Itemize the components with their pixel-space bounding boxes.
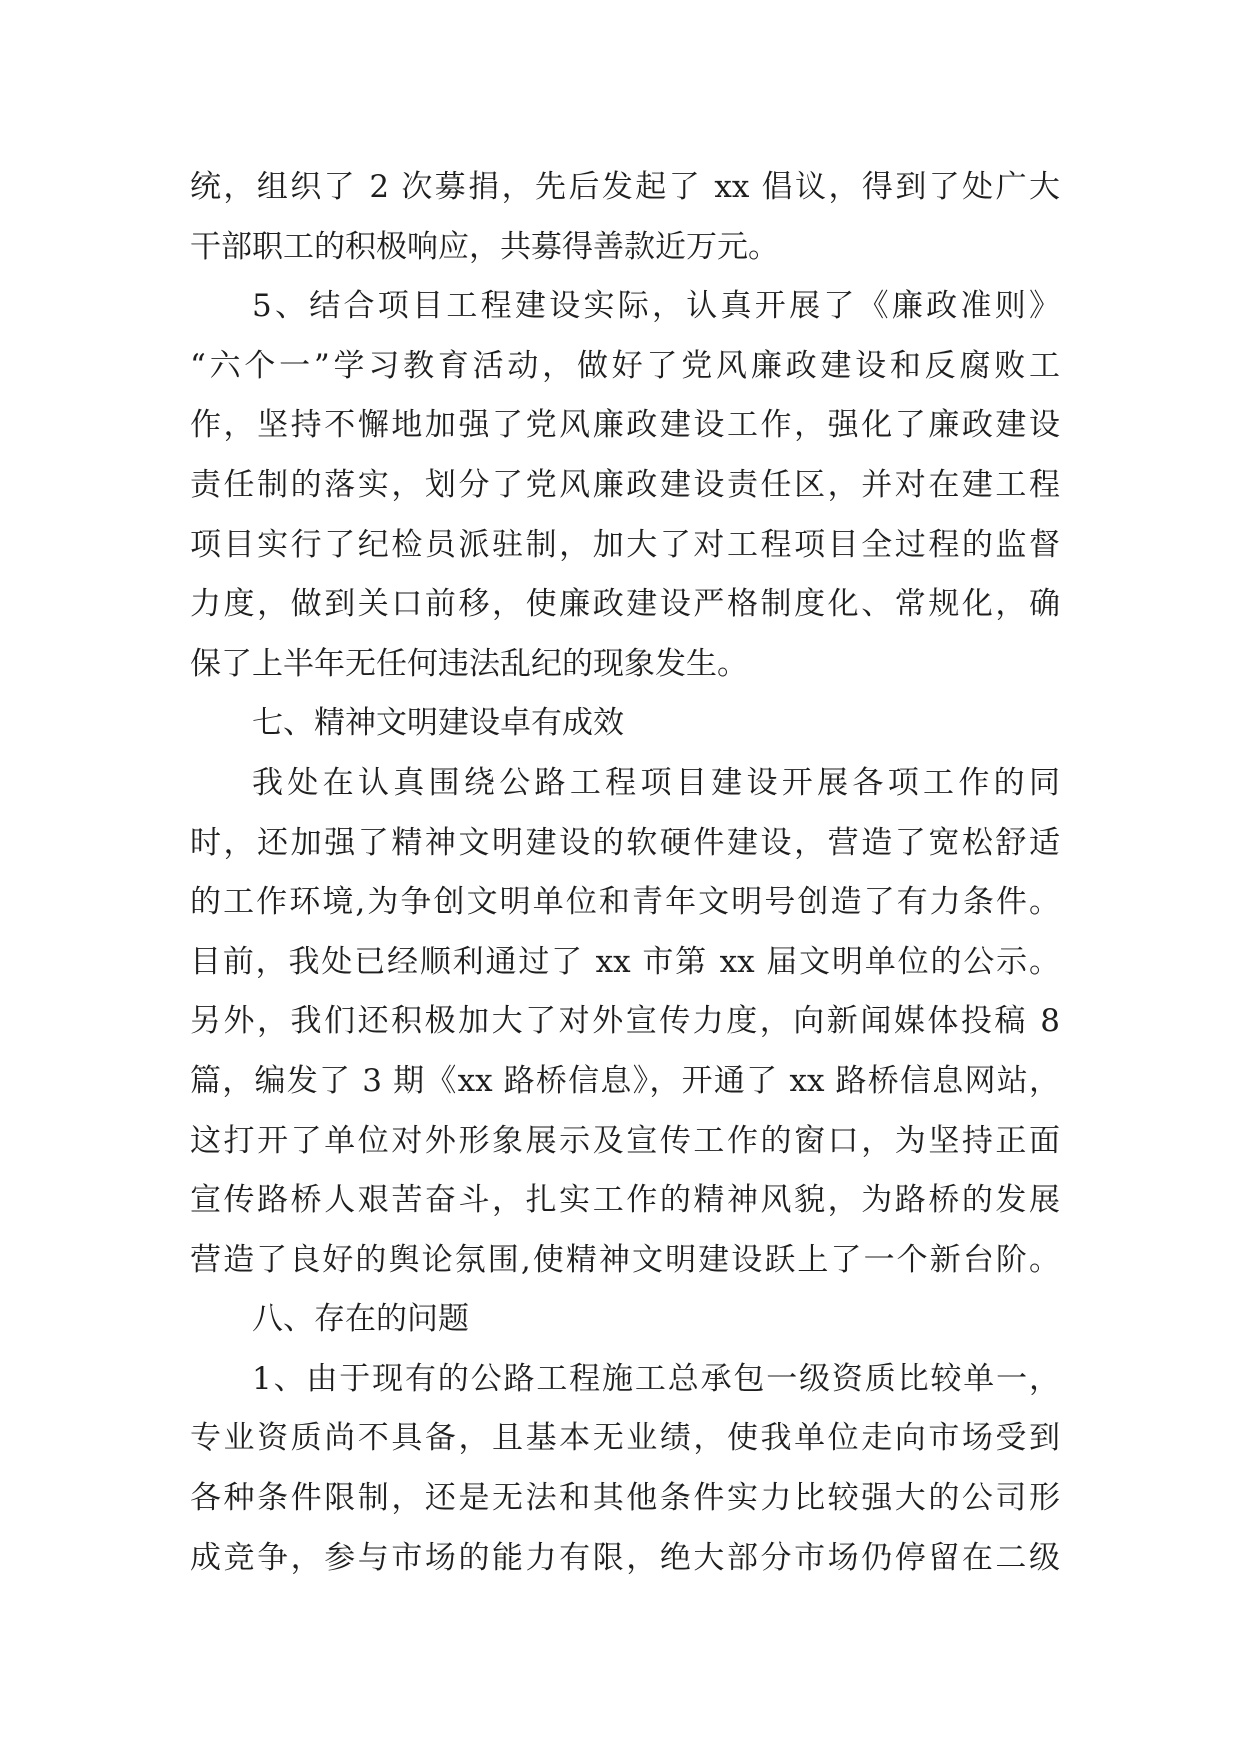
text-line: 统，组织了 2 次募捐，先后发起了 xx 倡议，得到了处广大 [190, 169, 1060, 205]
text-line: 5、结合项目工程建设实际，认真开展了《廉政准则》 [252, 288, 1060, 325]
document-body [190, 158, 1060, 1588]
text-line: 责任制的落实，划分了党风廉政建设责任区，并对在建工程 [190, 466, 1060, 503]
section-heading: 七、精神文明建设卓有成效 [252, 705, 624, 742]
text-line: 各种条件限制，还是无法和其他条件实力比较强大的公司形 [190, 1480, 1060, 1517]
text-line: 目前，我处已经顺利通过了 xx 市第 xx 届文明单位的公示。 [190, 943, 1060, 980]
text-line: “六个一”学习教育活动，做好了党风廉政建设和反腐败工 [190, 347, 1060, 384]
text-line: 时，还加强了精神文明建设的软硬件建设，营造了宽松舒适 [190, 824, 1060, 861]
text-line: 另外，我们还积极加大了对外宣传力度，向新闻媒体投稿 8 [190, 1003, 1060, 1040]
text-line: 专业资质尚不具备，且基本无业绩，使我单位走向市场受到 [190, 1420, 1060, 1457]
text-line: 1、由于现有的公路工程施工总承包一级资质比较单一， [252, 1360, 1060, 1397]
text-line: 力度，做到关口前移，使廉政建设严格制度化、常规化，确 [190, 586, 1060, 623]
text-line: 我处在认真围绕公路工程项目建设开展各项工作的同 [252, 764, 1060, 801]
text-line: 宣传路桥人艰苦奋斗，扎实工作的精神风貌，为路桥的发展 [190, 1182, 1060, 1219]
text-line: 营造了良好的舆论氛围,使精神文明建设跃上了一个新台阶。 [190, 1241, 1060, 1278]
text-line: 保了上半年无任何违法乱纪的现象发生。 [190, 645, 748, 682]
text-line: 篇，编发了 3 期《xx 路桥信息》，开通了 xx 路桥信息网站， [190, 1062, 1060, 1099]
section-heading: 八、存在的问题 [252, 1301, 469, 1338]
text-line: 作，坚持不懈地加强了党风廉政建设工作，强化了廉政建设 [190, 407, 1060, 444]
text-line: 项目实行了纪检员派驻制，加大了对工程项目全过程的监督 [190, 526, 1060, 563]
text-line: 成竞争，参与市场的能力有限，绝大部分市场仍停留在二级 [190, 1539, 1060, 1576]
text-line: 干部职工的积极响应，共募得善款近万元。 [190, 228, 779, 265]
text-line: 的工作环境,为争创文明单位和青年文明号创造了有力条件。 [190, 884, 1060, 921]
text-line: 这打开了单位对外形象展示及宣传工作的窗口，为坚持正面 [190, 1122, 1060, 1159]
